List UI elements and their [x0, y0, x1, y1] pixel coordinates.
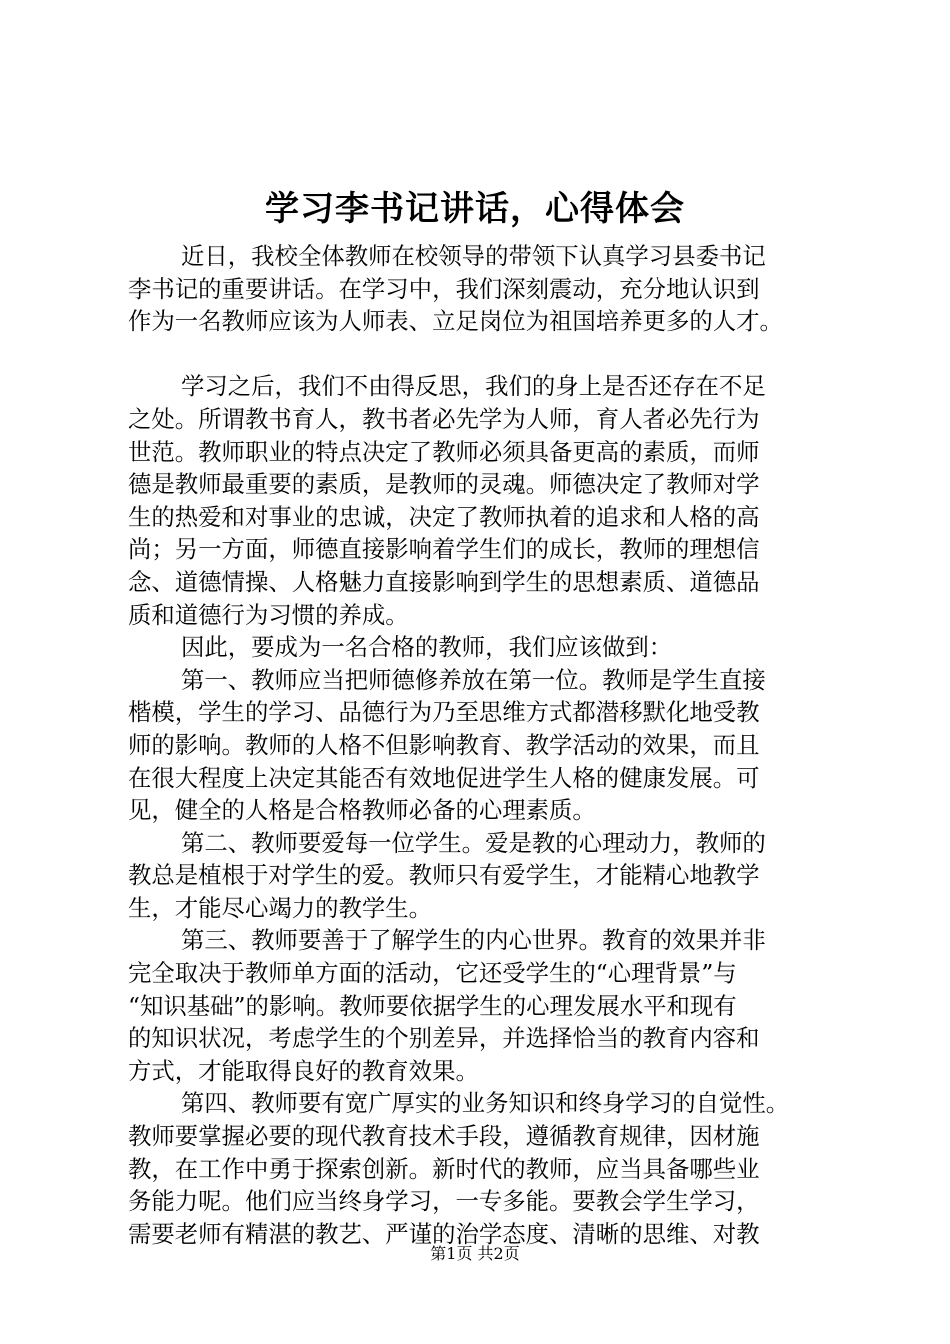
paragraph-line: 方式，才能取得良好的教育效果。: [128, 1056, 479, 1085]
paragraph-line: 学习之后，我们不由得反思，我们的身上是否还存在不足: [181, 372, 766, 401]
blank-line: [128, 338, 858, 371]
paragraph-line: 第一、教师应当把师德修养放在第一位。教师是学生直接: [181, 665, 766, 694]
paragraph-line: 需要老师有精湛的教艺、严谨的治学态度、清晰的思维、对教: [128, 1219, 760, 1248]
paragraph-line: 完全取决于教师单方面的活动，它还受学生的“心理背景”与: [128, 959, 737, 988]
document-body: [128, 240, 858, 1250]
paragraph-line: 教，在工作中勇于探索创新。新时代的教师，应当具备哪些业: [128, 1154, 760, 1183]
paragraph-line: 世范。教师职业的特点决定了教师必须具备更高的素质，而师: [128, 437, 760, 466]
paragraph-line: 见，健全的人格是合格教师必备的心理素质。: [128, 796, 596, 825]
paragraph-line: 务能力呢。他们应当终身学习，一专多能。要教会学生学习，: [128, 1187, 760, 1216]
paragraph-line: 教总是植根于对学生的爱。教师只有爱学生，才能精心地教学: [128, 861, 760, 890]
paragraph-line: 尚；另一方面，师德直接影响着学生们的成长，教师的理想信: [128, 535, 760, 564]
paragraph-line: 教师要掌握必要的现代教育技术手段，遵循教育规律，因材施: [128, 1122, 760, 1151]
paragraph-line: 在很大程度上决定其能否有效地促进学生人格的健康发展。可: [128, 763, 760, 792]
paragraph-line: 第四、教师要有宽广厚实的业务知识和终身学习的自觉性。: [181, 1089, 790, 1118]
page-number-footer: 第1页 共2页: [430, 1244, 520, 1263]
paragraph-line: 德是教师最重要的素质，是教师的灵魂。师德决定了教师对学: [128, 470, 760, 499]
paragraph-line: 第三、教师要善于了解学生的内心世界。教育的效果并非: [181, 926, 766, 955]
paragraph-line: 之处。所谓教书育人，教书者必先学为人师，育人者必先行为: [128, 404, 760, 433]
paragraph-line: 师的影响。教师的人格不但影响教育、教学活动的效果，而且: [128, 730, 760, 759]
paragraph-line: 生的热爱和对事业的忠诚，决定了教师执着的追求和人格的高: [128, 502, 760, 531]
paragraph-line: 因此，要成为一名合格的教师，我们应该做到：: [181, 633, 673, 662]
paragraph-line: 第二、教师要爱每一位学生。爱是教的心理动力，教师的: [181, 828, 766, 857]
paragraph-line: “知识基础”的影响。教师要依据学生的心理发展水平和现有: [128, 991, 737, 1020]
paragraph-line: 念、道德情操、人格魅力直接影响到学生的思想素质、道德品: [128, 567, 760, 596]
paragraph-line: 近日，我校全体教师在校领导的带领下认真学习县委书记: [181, 242, 766, 270]
paragraph-line: 质和道德行为习惯的养成。: [128, 600, 409, 629]
paragraph-line: 楷模，学生的学习、品德行为乃至思维方式都潜移默化地受教: [128, 698, 760, 727]
document-title: 学习李书记讲话，心得体会: [265, 189, 685, 229]
paragraph-line: 生，才能尽心竭力的教学生。: [128, 893, 433, 922]
paragraph-line: 作为一名教师应该为人师表、立足岗位为祖国培养更多的人才。: [128, 307, 783, 336]
paragraph-line: 李书记的重要讲话。在学习中，我们深刻震动，充分地认识到: [128, 274, 760, 303]
paragraph-line: 的知识状况，考虑学生的个别差异，并选择恰当的教育内容和: [128, 1024, 760, 1053]
